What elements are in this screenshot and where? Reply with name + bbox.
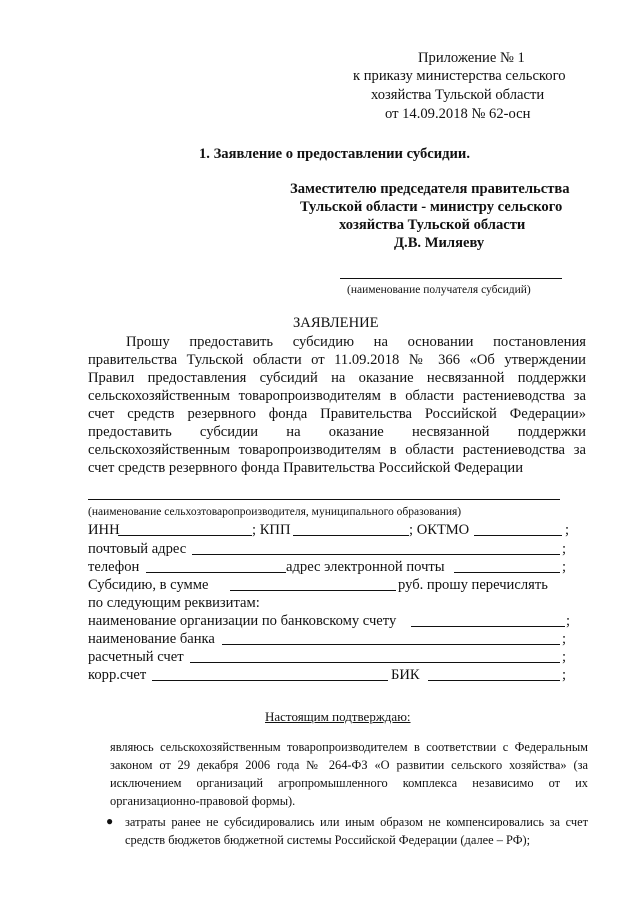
request-line-8: счет средств резервного фонда Правительства Российской Федерации — [88, 460, 524, 476]
request-line-3: Правил предоставления субсидий на оказание несвязанной поддержки — [88, 370, 586, 386]
request-line-4: сельскохозяйственным товаропроизводителям в области растениеводства за — [88, 388, 586, 404]
addressee-line-1: Заместителю председателя правительства — [290, 181, 570, 197]
producer-name-field[interactable] — [88, 499, 560, 500]
request-line-7: сельскохозяйственным товаропроизводителям в области растениеводства за — [88, 442, 586, 458]
bik-field[interactable] — [428, 680, 560, 681]
inn-field[interactable] — [118, 535, 252, 536]
confirm-line-4: организационно-правовой формы). — [110, 794, 296, 808]
phone-row-end: ; — [562, 559, 567, 575]
subsidy-label: Субсидию, в сумме — [88, 577, 209, 593]
confirm-title: Настоящим подтверждаю: — [265, 709, 411, 724]
bik-label: БИК — [391, 667, 420, 683]
recipient-caption: (наименование получателя субсидий) — [347, 284, 531, 296]
appendix-ministry-line: хозяйства Тульской области — [371, 87, 545, 103]
bullet-line-1: затраты ранее не субсидировались или иным образом не компенсировались за счет — [125, 815, 588, 829]
inn-row-end: ; — [565, 522, 570, 538]
confirm-line-3: исключением организаций агропромышленного комплекса независимо от их — [110, 776, 588, 790]
request-line-6: предоставить субсидии на оказание несвязанной поддержки — [88, 424, 586, 440]
confirm-line-2: законом от 29 декабря 2006 года № 264-ФЗ «О развитии сельского хозяйства» (за — [110, 758, 588, 772]
form-title: ЗАЯВЛЕНИЕ — [293, 315, 379, 331]
inn-label: ИНН — [88, 522, 120, 538]
subsidy-amount-field[interactable] — [230, 590, 396, 591]
addressee-line-4: Д.В. Миляеву — [394, 235, 485, 251]
bank-row-end: ; — [562, 631, 567, 647]
phone-field[interactable] — [146, 572, 286, 573]
email-field[interactable] — [454, 572, 560, 573]
producer-caption: (наименование сельхозтоваропроизводителя, муниципального образования) — [88, 506, 462, 518]
org-row-end: ; — [566, 613, 571, 629]
account-label: расчетный счет — [88, 649, 184, 665]
bullet-dot-icon: ● — [106, 814, 114, 828]
postal-row-end: ; — [562, 541, 567, 557]
addressee-line-3: хозяйства Тульской области — [339, 217, 526, 233]
appendix-order-line: к приказу министерства сельского — [353, 68, 566, 84]
appendix-date-line: от 14.09.2018 № 62-осн — [385, 106, 531, 122]
bullet-line-2: средств бюджетов бюджетной системы Российской Федерации (далее – РФ); — [125, 833, 531, 847]
kpp-field[interactable] — [293, 535, 409, 536]
phone-label: телефон — [88, 559, 140, 575]
corr-account-label: корр.счет — [88, 667, 147, 683]
requisites-label: по следующим реквизитам: — [88, 595, 260, 611]
postal-address-field[interactable] — [192, 554, 560, 555]
oktmo-label: ; ОКТМО — [409, 522, 470, 538]
bank-name-label: наименование банка — [88, 631, 215, 647]
account-field[interactable] — [190, 662, 560, 663]
corr-row-end: ; — [562, 667, 567, 683]
org-name-field[interactable] — [411, 626, 565, 627]
postal-address-label: почтовый адрес — [88, 541, 187, 557]
account-row-end: ; — [562, 649, 567, 665]
request-line-5: счет средств резервного фонда Правительства Российской Федерации» — [88, 406, 586, 422]
rub-label: руб. прошу перечислять — [398, 577, 548, 593]
request-line-1: Прошу предоставить субсидию на основании постановления — [126, 334, 586, 350]
corr-account-field[interactable] — [152, 680, 388, 681]
addressee-line-2: Тульской области - министру сельского — [300, 199, 563, 215]
kpp-label: ; КПП — [252, 522, 291, 538]
email-label: адрес электронной почты — [286, 559, 445, 575]
appendix-number: Приложение № 1 — [418, 50, 525, 66]
org-name-label: наименование организации по банковскому счету — [88, 613, 397, 629]
recipient-name-field[interactable] — [340, 278, 562, 279]
confirm-line-1: являюсь сельскохозяйственным товаропроизводителем в соответствии с Федеральным — [110, 740, 588, 754]
section-title: 1. Заявление о предоставлении субсидии. — [199, 146, 470, 162]
bank-name-field[interactable] — [222, 644, 560, 645]
request-line-2: правительства Тульской области от 11.09.2018 № 366 «Об утверждении — [88, 352, 586, 368]
oktmo-field[interactable] — [474, 535, 562, 536]
